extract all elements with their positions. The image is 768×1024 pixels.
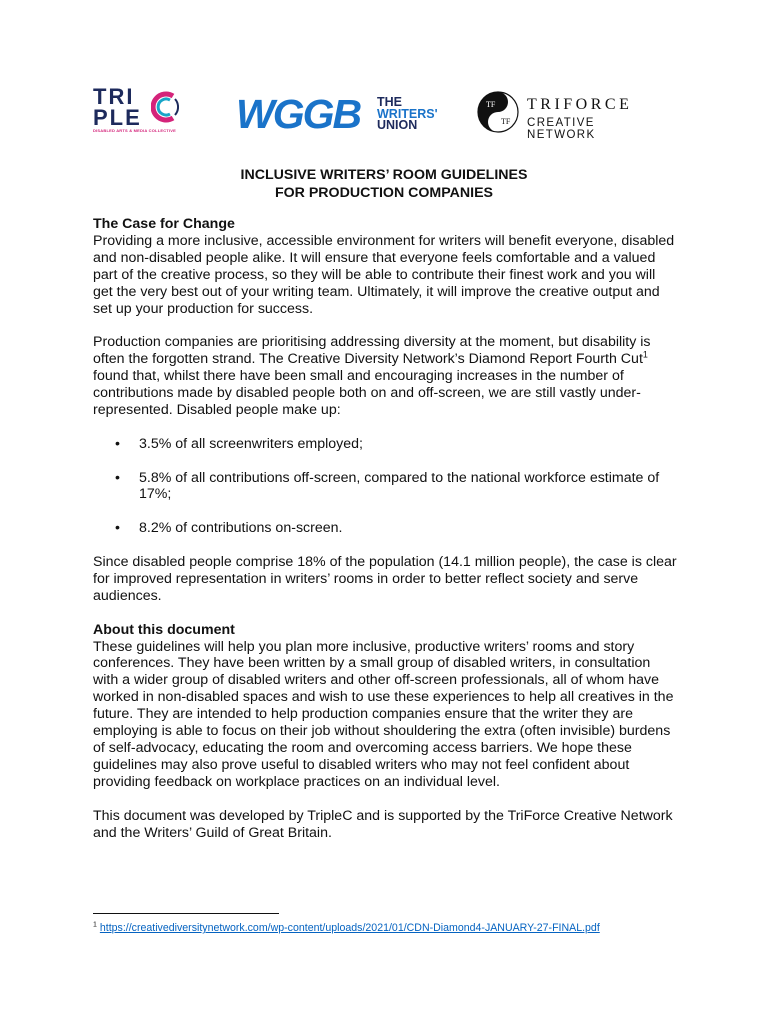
triplec-tagline: DISABLED ARTS & MEDIA COLLECTIVE — [93, 128, 176, 133]
svg-text:TF: TF — [486, 100, 496, 109]
paragraph-developed-by: This document was developed by TripleC and is supported by the TriForce Creative Network and the Writers’ Guild of Great Britain. — [93, 807, 673, 841]
paragraph-population: Since disabled people comprise 18% of the population (14.1 million people), the case is clear for improved representation in writers’ rooms in order to better reflect society and serve audiences. — [93, 554, 677, 604]
document-title-line1: INCLUSIVE WRITERS’ ROOM GUIDELINES — [240, 167, 528, 183]
section-heading-about-document: About this document — [93, 621, 235, 638]
statistics-list — [93, 436, 678, 537]
wggb-logo — [236, 91, 446, 137]
triplec-logo-line1: TRI — [93, 84, 135, 109]
wggb-text-line3: UNION — [377, 118, 418, 132]
wggb-text-line1: THE — [377, 95, 402, 109]
list-item: • 5.8% of all contributions off-screen, compared to the national workforce estimate of 17%; — [93, 470, 678, 504]
paragraph-spacer — [93, 419, 678, 436]
paragraph-spacer — [93, 537, 678, 554]
triforce-name: TRIFORCE — [527, 96, 633, 113]
paragraph-case-intro: Providing a more inclusive, accessible environment for writers will benefit everyone, disabled and non-disabled people alike. It will ensure that everyone feels comfortable and a valued part of the creative process, so they will be able to contribute their finest work and you will get the very best out of your writing team. Ultimately, it will improve the creative output and set up your production for success. — [93, 232, 675, 317]
document-title-line2: FOR PRODUCTION COMPANIES — [274, 185, 494, 201]
triforce-yin-yang-icon — [477, 91, 519, 133]
wggb-text-line2: WRITERS' — [377, 106, 438, 121]
section-heading-case-for-change: The Case for Change — [93, 216, 235, 232]
list-item: • 3.5% of all screenwriters employed; — [93, 436, 678, 453]
wggb-writers-union-text — [377, 97, 438, 132]
list-item: • 8.2% of contributions on-screen. — [93, 520, 678, 537]
paragraph-about-document: These guidelines will help you plan more inclusive, productive writers’ rooms and story conferences. They have been written by a small group of disabled writers, in consultation with a wider group of disabled writers and other off-screen professionals, all of whom have worked in non-disabled spaces and wish to use these experiences to help all creatives in the future. They are intended to help production companies ensure that the writer they are employing is able to focus on their job without shouldering the extra (often invisible) burdens of self-advocacy, educating the room and overcoming access barriers. We hope these guidelines may also prove useful to disabled writers who may not feel confident about providing feedback on workplace practices on an individual level. — [93, 638, 674, 790]
list-spacer — [93, 453, 678, 470]
paragraph-diversity-report-part2: found that, whilst there have been small and encouraging increases in the number of contributions made by disabled people both on and off-screen, we are still vastly under-represented. Disabled people make up: — [93, 368, 641, 418]
triplec-c-mark-icon — [151, 90, 179, 124]
wggb-wordmark: WGGB — [236, 91, 361, 137]
svg-text:TF: TF — [501, 117, 511, 126]
paragraph-spacer — [93, 317, 678, 334]
triplec-logo-line2: PLE — [93, 105, 142, 130]
footnote-divider — [93, 913, 279, 914]
document-body — [93, 216, 678, 841]
footnote-link[interactable]: https://creativediversitynetwork.com/wp-content/uploads/2021/01/CDN-Diamond4-JANUARY-27-FINAL.pdf — [99, 922, 600, 934]
document-title — [0, 166, 768, 202]
paragraph-spacer — [93, 791, 678, 808]
paragraph-diversity-report — [93, 334, 678, 419]
paragraph-diversity-report-part1: Production companies are prioritising addressing diversity at the moment, but disability is often the forgotten strand. The Creative Diversity Network’s Diamond Report Fourth Cut — [93, 334, 651, 368]
list-spacer — [93, 503, 678, 520]
footnote — [93, 921, 600, 935]
triforce-logo — [477, 91, 667, 141]
logo-row — [0, 84, 768, 144]
triforce-subtitle: CREATIVE NETWORK — [527, 117, 596, 141]
footnote-reference: 1 — [642, 349, 648, 360]
paragraph-spacer — [93, 605, 678, 622]
footnote-number: 1 — [93, 921, 97, 929]
triplec-logo — [93, 86, 177, 136]
